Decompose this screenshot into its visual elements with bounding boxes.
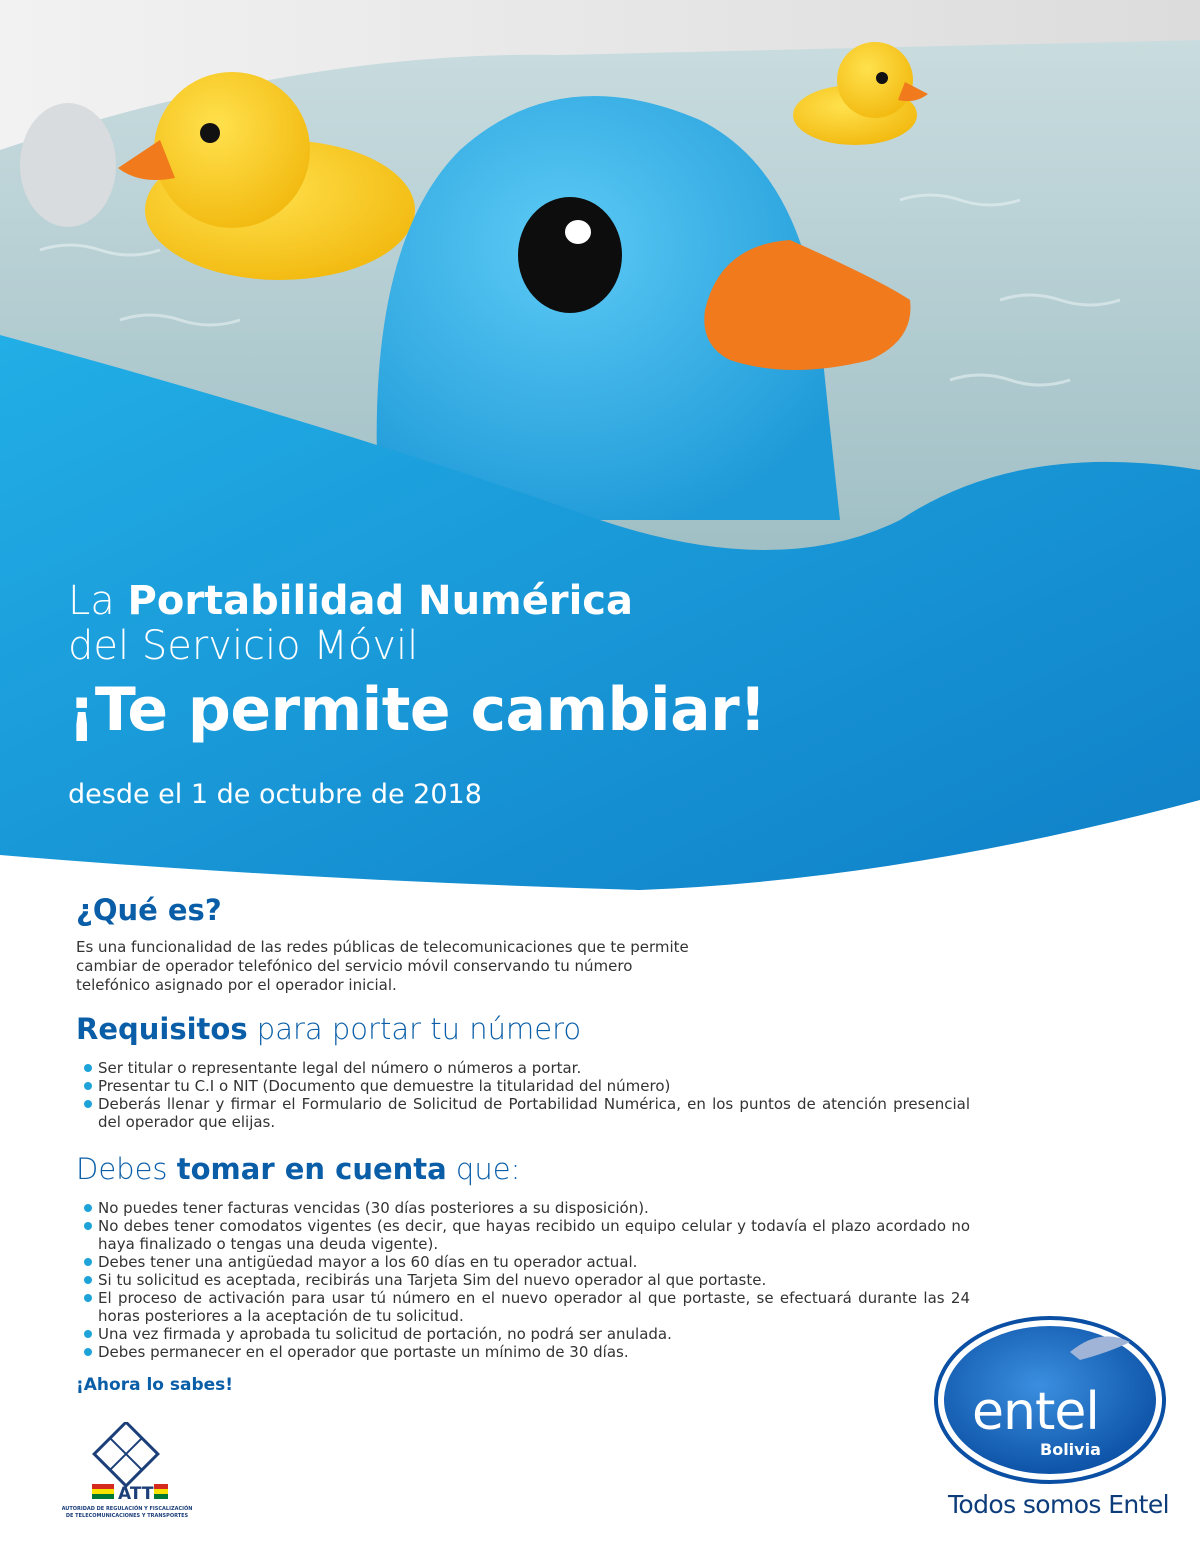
list-item: Una vez firmada y aprobada tu solicitud de portación, no podrá ser anulada. [76,1325,970,1343]
headline-line2: del Servicio Móvil [68,623,419,669]
headline-prefix: La [68,578,128,624]
list-item: Debes permanecer en el operador que portaste un mínimo de 30 días. [76,1343,970,1361]
att-caption-2: DE TELECOMUNICACIONES Y TRANSPORTES [65,1513,189,1519]
requisitos-bold: Requisitos [76,1012,248,1046]
list-item: El proceso de activación para usar tú número en el nuevo operador al que portaste, se efectuará durante las 24 horas posteriores a la aceptación de tu solicitud. [76,1289,970,1325]
debes-title [76,1149,976,1189]
list-item: No debes tener comodatos vigentes (es decir, que hayas recibido un equipo celular y todavía el plazo acordado no haya finalizado o tengas una deuda vigente). [76,1217,970,1253]
entel-tagline: Todos somos Entel [948,1490,1169,1519]
requisitos-rest: para portar tu número [247,1012,582,1046]
que-es-title: ¿Qué es? [76,893,222,927]
list-item: Debes tener una antigüedad mayor a los 60 días en tu operador actual. [76,1253,970,1271]
entel-name: entel [972,1382,1099,1442]
requisitos-title [76,1009,976,1049]
list-item: Ser titular o representante legal del número o números a portar. [76,1059,970,1077]
headline-line1 [68,578,766,624]
requisitos-list [76,1059,976,1131]
que-es-text: Es una funcionalidad de las redes públicas de telecomunicaciones que te permite cambiar de operador telefónico del servicio móvil conservando tu número telefónico asignado por el operador inicial. [76,938,689,994]
debes-bold: tomar en cuenta [176,1152,447,1186]
content [76,890,976,1395]
list-item: No puedes tener facturas vencidas (30 días posteriores a su disposición). [76,1199,970,1217]
att-logo-icon [62,1422,192,1532]
att-logo-name: ATT [118,1484,154,1504]
debes-list [76,1199,976,1361]
att-caption-1: AUTORIDAD DE REGULACIÓN Y FISCALIZACIÓN [62,1506,192,1512]
headline-block [68,578,766,812]
closing-text: ¡Ahora lo sabes! [76,1375,234,1395]
headline-bold: Portabilidad Numérica [127,578,634,624]
list-item: Presentar tu C.I o NIT (Documento que demuestre la titularidad del número) [76,1077,970,1095]
entel-country: Bolivia [1040,1440,1101,1459]
att-logo [62,1422,192,1532]
list-item: Deberás llenar y firmar el Formulario de Solicitud de Portabilidad Numérica, en los puntos de atención presencial del operador que elijas. [76,1095,970,1131]
headline-date: desde el 1 de octubre de 2018 [68,779,482,810]
headline-main: ¡Te permite cambiar! [68,675,767,745]
debes-pre: Debes [76,1152,177,1186]
debes-post: que: [446,1152,521,1186]
list-item: Si tu solicitud es aceptada, recibirás una Tarjeta Sim del nuevo operador al que portaste. [76,1271,970,1289]
